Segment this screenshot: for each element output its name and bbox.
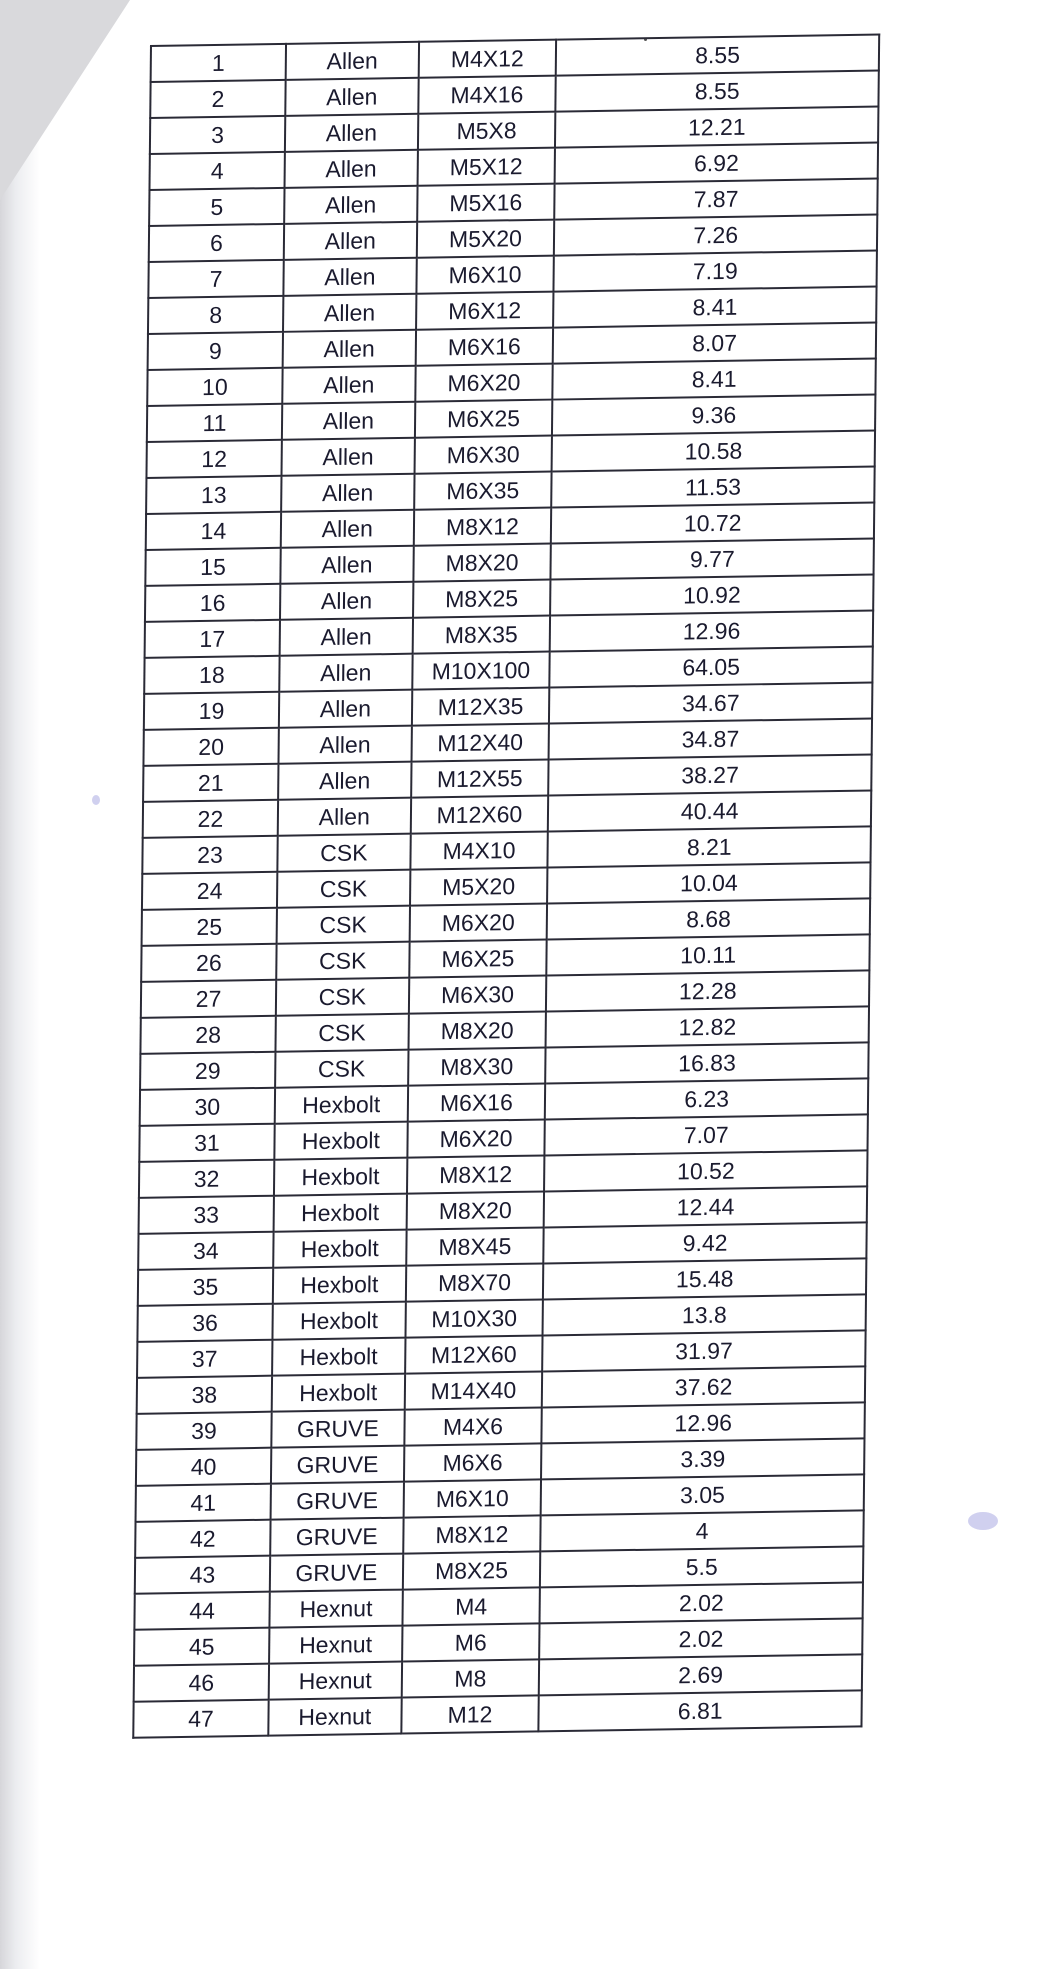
size-cell: M8X25 <box>402 1551 540 1589</box>
row-number-cell: 27 <box>141 980 276 1018</box>
size-cell: M6X16 <box>407 1083 545 1121</box>
size-cell: M8X12 <box>407 1155 545 1193</box>
value-cell: 12.96 <box>542 1402 865 1443</box>
value-cell: 7.26 <box>554 215 877 256</box>
value-cell: 16.83 <box>545 1042 868 1083</box>
row-number-cell: 25 <box>142 908 277 946</box>
size-cell: M12X55 <box>411 760 549 798</box>
folded-corner <box>0 0 130 200</box>
size-cell: M4X12 <box>418 40 556 78</box>
fastener-type-cell: Hexnut <box>269 1590 402 1628</box>
fastener-type-cell: Hexbolt <box>272 1374 405 1412</box>
fastener-type-cell: Hexbolt <box>272 1302 405 1340</box>
size-cell: M8X20 <box>413 544 551 582</box>
value-cell: 11.53 <box>551 466 874 507</box>
size-cell: M10X30 <box>405 1299 543 1337</box>
row-number-cell: 15 <box>145 548 280 586</box>
fastener-type-cell: Hexnut <box>269 1662 402 1700</box>
value-cell: 12.21 <box>555 107 878 148</box>
row-number-cell: 16 <box>145 584 280 622</box>
row-number-cell: 10 <box>147 368 282 406</box>
row-number-cell: 6 <box>149 224 284 262</box>
value-cell: 10.04 <box>547 862 870 903</box>
value-cell: 10.11 <box>547 934 870 975</box>
value-cell: 6.92 <box>555 143 878 184</box>
fastener-type-cell: Allen <box>279 654 412 692</box>
value-cell: 9.42 <box>544 1222 867 1263</box>
size-cell: M14X40 <box>404 1371 542 1409</box>
fastener-type-cell: GRUVE <box>271 1410 404 1448</box>
size-cell: M5X16 <box>417 184 555 222</box>
value-cell: 8.21 <box>548 826 871 867</box>
value-cell: 40.44 <box>548 790 871 831</box>
row-number-cell: 37 <box>137 1340 272 1378</box>
ink-stain <box>92 795 100 805</box>
value-cell: 10.58 <box>552 431 875 472</box>
fastener-type-cell: Allen <box>281 510 414 548</box>
fastener-type-cell: Hexnut <box>268 1698 401 1736</box>
fastener-type-cell: Allen <box>279 690 412 728</box>
fastener-type-cell: Allen <box>286 42 419 80</box>
value-cell: 7.19 <box>554 251 877 292</box>
row-number-cell: 28 <box>140 1016 275 1054</box>
fastener-type-cell: Allen <box>280 618 413 656</box>
row-number-cell: 20 <box>143 728 278 766</box>
size-cell: M6 <box>402 1623 540 1661</box>
row-number-cell: 32 <box>139 1160 274 1198</box>
value-cell: 10.92 <box>550 574 873 615</box>
fastener-type-cell: Allen <box>278 762 411 800</box>
size-cell: M4X10 <box>410 832 548 870</box>
size-cell: M6X25 <box>409 940 547 978</box>
size-cell: M6X16 <box>415 328 553 366</box>
row-number-cell: 29 <box>140 1052 275 1090</box>
fastener-type-cell: Allen <box>284 222 417 260</box>
fastener-type-cell: Allen <box>278 798 411 836</box>
value-cell: 10.72 <box>551 502 874 543</box>
row-number-cell: 47 <box>133 1700 268 1738</box>
value-cell: 5.5 <box>540 1546 863 1587</box>
value-cell: 3.05 <box>541 1474 864 1515</box>
size-cell: M12 <box>401 1695 539 1733</box>
fastener-type-cell: Allen <box>285 114 418 152</box>
row-number-cell: 23 <box>142 836 277 874</box>
value-cell: 8.41 <box>553 287 876 328</box>
size-cell: M8 <box>401 1659 539 1697</box>
size-cell: M8X45 <box>406 1227 544 1265</box>
row-number-cell: 19 <box>144 692 279 730</box>
row-number-cell: 7 <box>148 260 283 298</box>
size-cell: M8X12 <box>403 1515 541 1553</box>
size-cell: M6X20 <box>409 904 547 942</box>
value-cell: 10.52 <box>544 1150 867 1191</box>
fastener-type-cell: Hexbolt <box>272 1338 405 1376</box>
value-cell: 8.55 <box>556 35 879 76</box>
value-cell: 2.02 <box>539 1618 862 1659</box>
fastener-type-cell: Hexbolt <box>273 1230 406 1268</box>
fastener-price-table <box>132 34 880 1739</box>
fastener-type-cell: Hexbolt <box>275 1086 408 1124</box>
value-cell: 15.48 <box>543 1258 866 1299</box>
value-cell: 4 <box>541 1510 864 1551</box>
row-number-cell: 21 <box>143 764 278 802</box>
row-number-cell: 5 <box>149 188 284 226</box>
size-cell: M6X10 <box>403 1479 541 1517</box>
fastener-type-cell: Hexbolt <box>274 1122 407 1160</box>
row-number-cell: 45 <box>134 1628 269 1666</box>
size-cell: M8X20 <box>406 1191 544 1229</box>
fastener-type-cell: CSK <box>277 834 410 872</box>
row-number-cell: 41 <box>136 1484 271 1522</box>
size-cell: M5X20 <box>416 220 554 258</box>
fastener-type-cell: GRUVE <box>271 1482 404 1520</box>
value-cell: 34.87 <box>549 718 872 759</box>
size-cell: M6X12 <box>416 292 554 330</box>
fastener-type-cell: Allen <box>280 582 413 620</box>
value-cell: 2.02 <box>540 1582 863 1623</box>
value-cell: 8.07 <box>553 323 876 364</box>
value-cell: 12.44 <box>544 1186 867 1227</box>
row-number-cell: 1 <box>151 44 286 82</box>
row-number-cell: 40 <box>136 1448 271 1486</box>
scan-edge-shadow <box>0 0 40 1969</box>
row-number-cell: 24 <box>142 872 277 910</box>
row-number-cell: 14 <box>146 512 281 550</box>
row-number-cell: 33 <box>139 1196 274 1234</box>
fastener-type-cell: GRUVE <box>271 1446 404 1484</box>
value-cell: 8.41 <box>553 359 876 400</box>
value-cell: 3.39 <box>541 1438 864 1479</box>
fastener-type-cell: Hexbolt <box>273 1266 406 1304</box>
size-cell: M8X30 <box>408 1047 546 1085</box>
row-number-cell: 4 <box>149 152 284 190</box>
size-cell: M10X100 <box>412 652 550 690</box>
value-cell: 2.69 <box>539 1654 862 1695</box>
row-number-cell: 42 <box>135 1520 270 1558</box>
row-number-cell: 44 <box>134 1592 269 1630</box>
fastener-type-cell: CSK <box>276 942 409 980</box>
size-cell: M4X6 <box>404 1407 542 1445</box>
value-cell: 34.67 <box>549 682 872 723</box>
fastener-type-cell: GRUVE <box>270 1518 403 1556</box>
value-cell: 38.27 <box>548 754 871 795</box>
row-number-cell: 12 <box>146 440 281 478</box>
value-cell: 6.23 <box>545 1078 868 1119</box>
size-cell: M6X20 <box>407 1119 545 1157</box>
row-number-cell: 13 <box>146 476 281 514</box>
size-cell: M8X70 <box>405 1263 543 1301</box>
row-number-cell: 34 <box>138 1232 273 1270</box>
row-number-cell: 22 <box>143 800 278 838</box>
fastener-type-cell: Allen <box>280 546 413 584</box>
row-number-cell: 3 <box>150 116 285 154</box>
fastener-type-cell: Allen <box>281 474 414 512</box>
row-number-cell: 18 <box>144 656 279 694</box>
value-cell: 12.96 <box>550 610 873 651</box>
row-number-cell: 43 <box>135 1556 270 1594</box>
value-cell: 9.36 <box>552 395 875 436</box>
ink-stain <box>968 1512 998 1530</box>
size-cell: M4X16 <box>418 76 556 114</box>
row-number-cell: 8 <box>148 296 283 334</box>
row-number-cell: 36 <box>137 1304 272 1342</box>
size-cell: M12X60 <box>410 796 548 834</box>
fastener-type-cell: Hexbolt <box>274 1158 407 1196</box>
fastener-type-cell: Allen <box>285 78 418 116</box>
value-cell: 37.62 <box>542 1366 865 1407</box>
value-cell: 6.81 <box>539 1690 862 1731</box>
row-number-cell: 17 <box>145 620 280 658</box>
row-number-cell: 31 <box>139 1124 274 1162</box>
size-cell: M8X12 <box>413 508 551 546</box>
size-cell: M12X60 <box>405 1335 543 1373</box>
size-cell: M5X12 <box>417 148 555 186</box>
fastener-type-cell: Allen <box>282 438 415 476</box>
value-cell: 7.07 <box>545 1114 868 1155</box>
fastener-type-cell: Hexbolt <box>274 1194 407 1232</box>
fastener-type-cell: Allen <box>282 366 415 404</box>
row-number-cell: 35 <box>138 1268 273 1306</box>
size-cell: M12X40 <box>411 724 549 762</box>
size-cell: M8X25 <box>413 580 551 618</box>
fastener-type-cell: CSK <box>275 1050 408 1088</box>
value-cell: 64.05 <box>550 646 873 687</box>
size-cell: M6X20 <box>415 364 553 402</box>
row-number-cell: 46 <box>134 1664 269 1702</box>
fastener-type-cell: Allen <box>282 402 415 440</box>
fastener-type-cell: CSK <box>276 978 409 1016</box>
row-number-cell: 2 <box>150 80 285 118</box>
fastener-type-cell: CSK <box>277 906 410 944</box>
fastener-type-cell: CSK <box>276 1014 409 1052</box>
size-cell: M5X20 <box>410 868 548 906</box>
value-cell: 8.55 <box>556 71 879 112</box>
size-cell: M8X20 <box>408 1011 546 1049</box>
table-body <box>133 35 879 1738</box>
value-cell: 13.8 <box>543 1294 866 1335</box>
fastener-type-cell: Allen <box>283 294 416 332</box>
size-cell: M6X10 <box>416 256 554 294</box>
size-cell: M6X6 <box>404 1443 542 1481</box>
size-cell: M5X8 <box>418 112 556 150</box>
value-cell: 31.97 <box>542 1330 865 1371</box>
size-cell: M6X25 <box>415 400 553 438</box>
value-cell: 7.87 <box>555 179 878 220</box>
size-cell: M6X30 <box>408 976 546 1014</box>
fastener-type-cell: Allen <box>279 726 412 764</box>
row-number-cell: 38 <box>137 1376 272 1414</box>
size-cell: M4 <box>402 1587 540 1625</box>
value-cell: 12.82 <box>546 1006 869 1047</box>
row-number-cell: 26 <box>141 944 276 982</box>
fastener-type-cell: Allen <box>283 330 416 368</box>
size-cell: M6X35 <box>414 472 552 510</box>
size-cell: M8X35 <box>412 616 550 654</box>
fastener-type-cell: GRUVE <box>270 1554 403 1592</box>
fastener-type-cell: Allen <box>285 150 418 188</box>
value-cell: 9.77 <box>551 538 874 579</box>
value-cell: 12.28 <box>546 970 869 1011</box>
row-number-cell: 39 <box>136 1412 271 1450</box>
value-cell: 8.68 <box>547 898 870 939</box>
fastener-type-cell: Allen <box>284 186 417 224</box>
size-cell: M6X30 <box>414 436 552 474</box>
row-number-cell: 11 <box>147 404 282 442</box>
row-number-cell: 30 <box>140 1088 275 1126</box>
size-cell: M12X35 <box>412 688 550 726</box>
fastener-type-cell: Hexnut <box>269 1626 402 1664</box>
fastener-type-cell: Allen <box>283 258 416 296</box>
fastener-type-cell: CSK <box>277 870 410 908</box>
row-number-cell: 9 <box>148 332 283 370</box>
